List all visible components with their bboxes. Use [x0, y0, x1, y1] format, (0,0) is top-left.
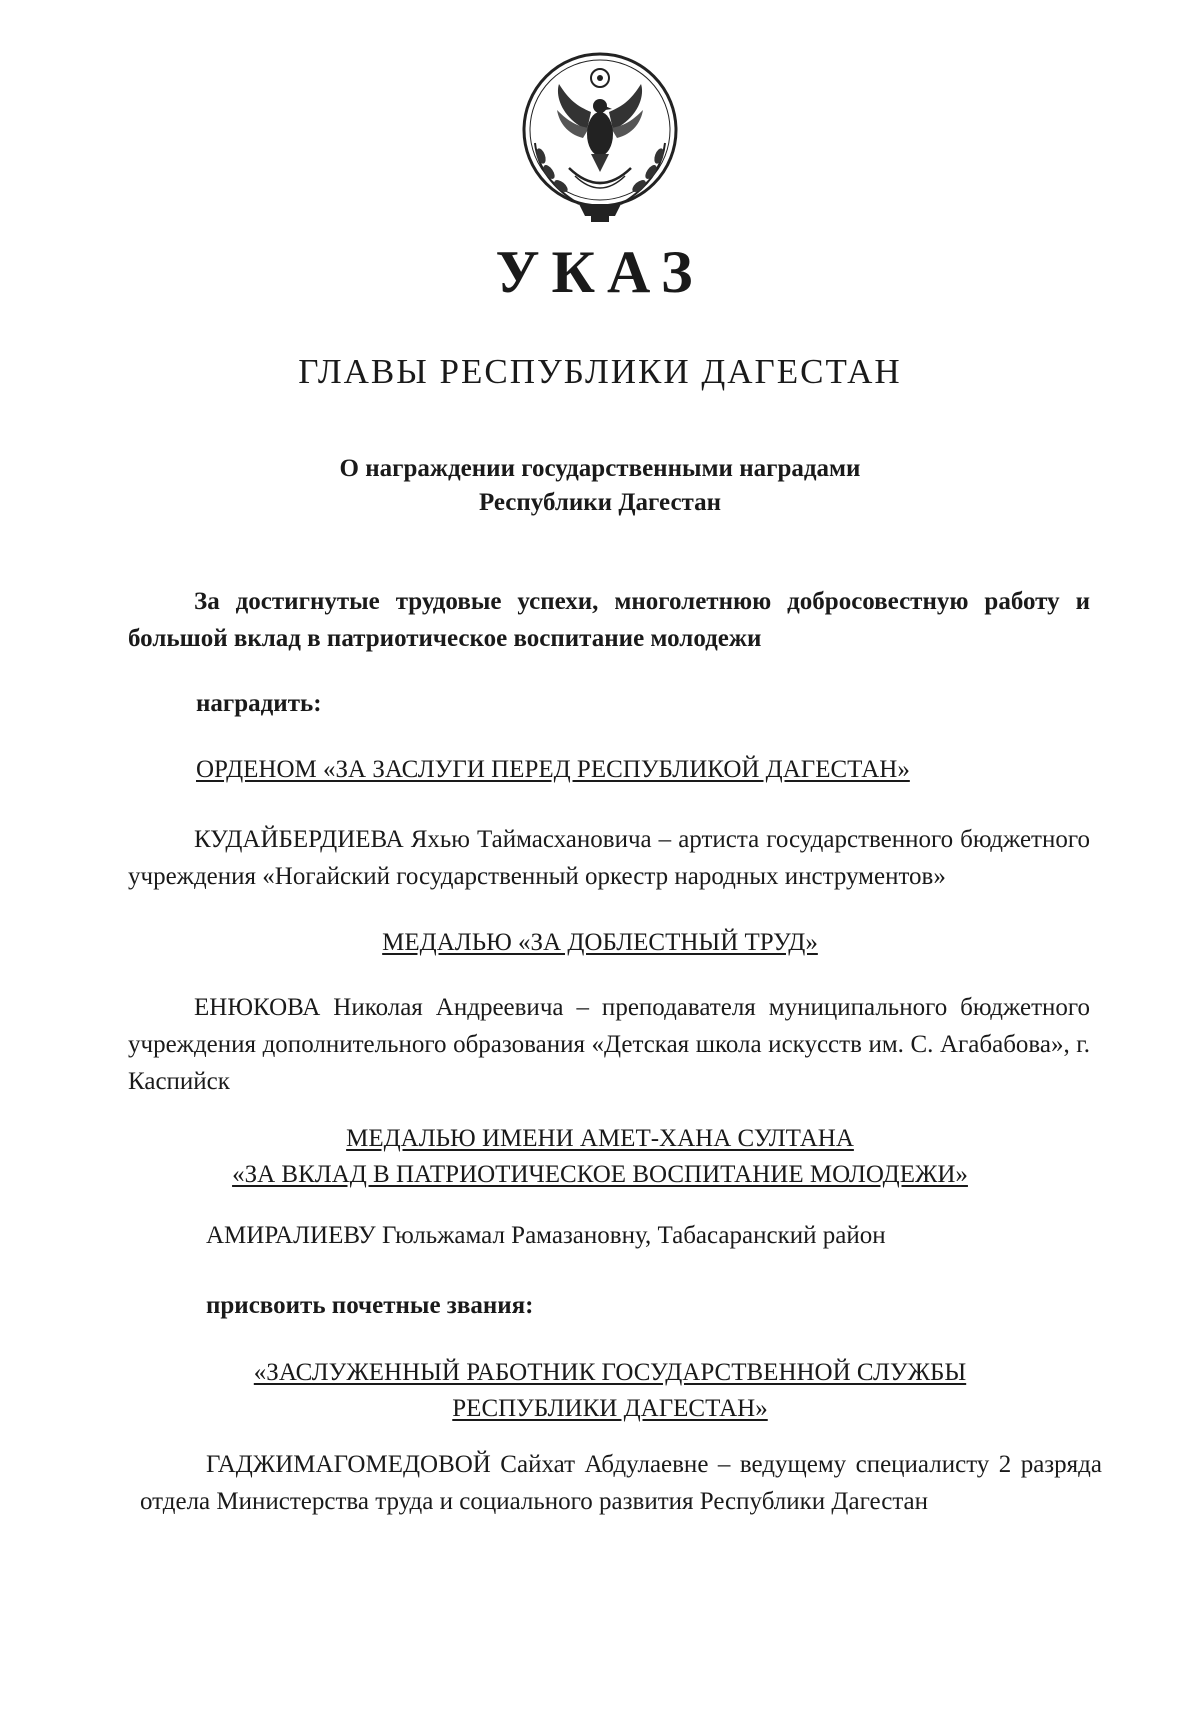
- document-subtitle: ГЛАВЫ РЕСПУБЛИКИ ДАГЕСТАН: [298, 352, 902, 391]
- honorary-title-line-2: РЕСПУБЛИКИ ДАГЕСТАН»: [452, 1395, 768, 1422]
- title-verb: присвоить почетные звания:: [206, 1292, 534, 1319]
- award-title-medal-sultan-line-1: МЕДАЛЬЮ ИМЕНИ АМЕТ-ХАНА СУЛТАНА: [346, 1125, 854, 1152]
- award-title-medal-sultan-line-2: «ЗА ВКЛАД В ПАТРИОТИЧЕСКОЕ ВОСПИТАНИЕ МОЛОДЕЖИ»: [232, 1161, 968, 1188]
- award-title-medal-sultan: [0, 1121, 1200, 1193]
- heading-line-2: Республики Дагестан: [478, 489, 722, 516]
- award-verb: наградить:: [196, 690, 322, 717]
- document-heading: [0, 452, 1200, 520]
- honorary-title-civil-service: [10, 1355, 1200, 1427]
- honorary-title-line-1: «ЗАСЛУЖЕННЫЙ РАБОТНИК ГОСУДАРСТВЕННОЙ СЛУЖБЫ: [253, 1359, 967, 1386]
- coat-of-arms-emblem: [517, 48, 683, 226]
- heading-line-1: О награждении государственными наградами: [339, 455, 861, 482]
- award-recipient-1: КУДАЙБЕРДИЕВА Яхью Таймасхановича – артиста государственного бюджетного учреждения «Ногайский государственный оркестр народных инструментов»: [128, 826, 1090, 890]
- honorary-recipient-1: ГАДЖИМАГОМЕДОВОЙ Сайхат Абдулаевне – ведущему специалисту 2 разряда отдела Министерства труда и социального развития Республики Дагестан: [140, 1451, 1102, 1515]
- award-recipient-3: АМИРАЛИЕВУ Гюльжамал Рамазановну, Табасаранский район: [206, 1222, 886, 1249]
- award-recipient-2: ЕНЮКОВА Николая Андреевича – преподавателя муниципального бюджетного учреждения дополнительного образования «Детская школа искусств им. С. Агабабова», г. Каспийск: [128, 994, 1090, 1095]
- award-title-order: ОРДЕНОМ «ЗА ЗАСЛУГИ ПЕРЕД РЕСПУБЛИКОЙ ДАГЕСТАН»: [196, 756, 910, 783]
- award-title-medal-labor: МЕДАЛЬЮ «ЗА ДОБЛЕСТНЫЙ ТРУД»: [382, 929, 818, 956]
- preamble-paragraph: За достигнутые трудовые успехи, многолетнюю добросовестную работу и большой вклад в патриотическое воспитание молодежи: [128, 588, 1090, 652]
- document-title: УКАЗ: [495, 239, 705, 305]
